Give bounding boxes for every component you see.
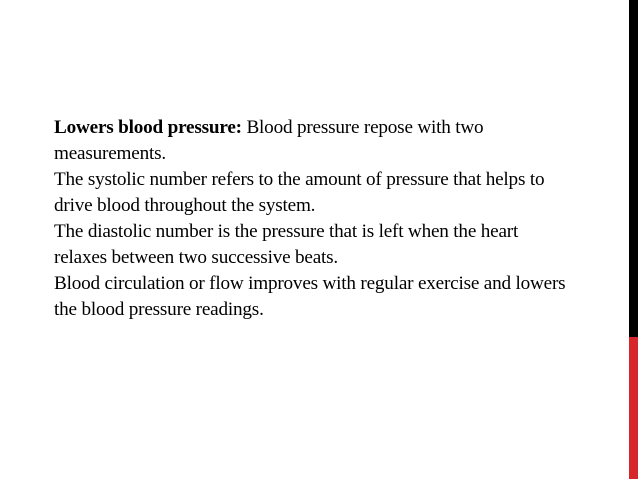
- accent-bar-red: [629, 337, 638, 479]
- slide-body: [54, 115, 574, 323]
- paragraph-lead: [54, 115, 574, 167]
- paragraph-systolic: The systolic number refers to the amount of pressure that helps to drive blood throughout the system.: [54, 169, 545, 216]
- lead-label: Lowers blood pressure:: [54, 117, 242, 138]
- paragraph-circulation: Blood circulation or flow improves with regular exercise and lowers the blood pressure readings.: [54, 273, 566, 320]
- lead-text: Blood pressure repose with two measurements.: [54, 117, 484, 164]
- accent-bar-black: [629, 0, 638, 337]
- right-accent-bar: [629, 0, 638, 479]
- paragraph-diastolic: The diastolic number is the pressure that is left when the heart relaxes between two successive beats.: [54, 221, 519, 268]
